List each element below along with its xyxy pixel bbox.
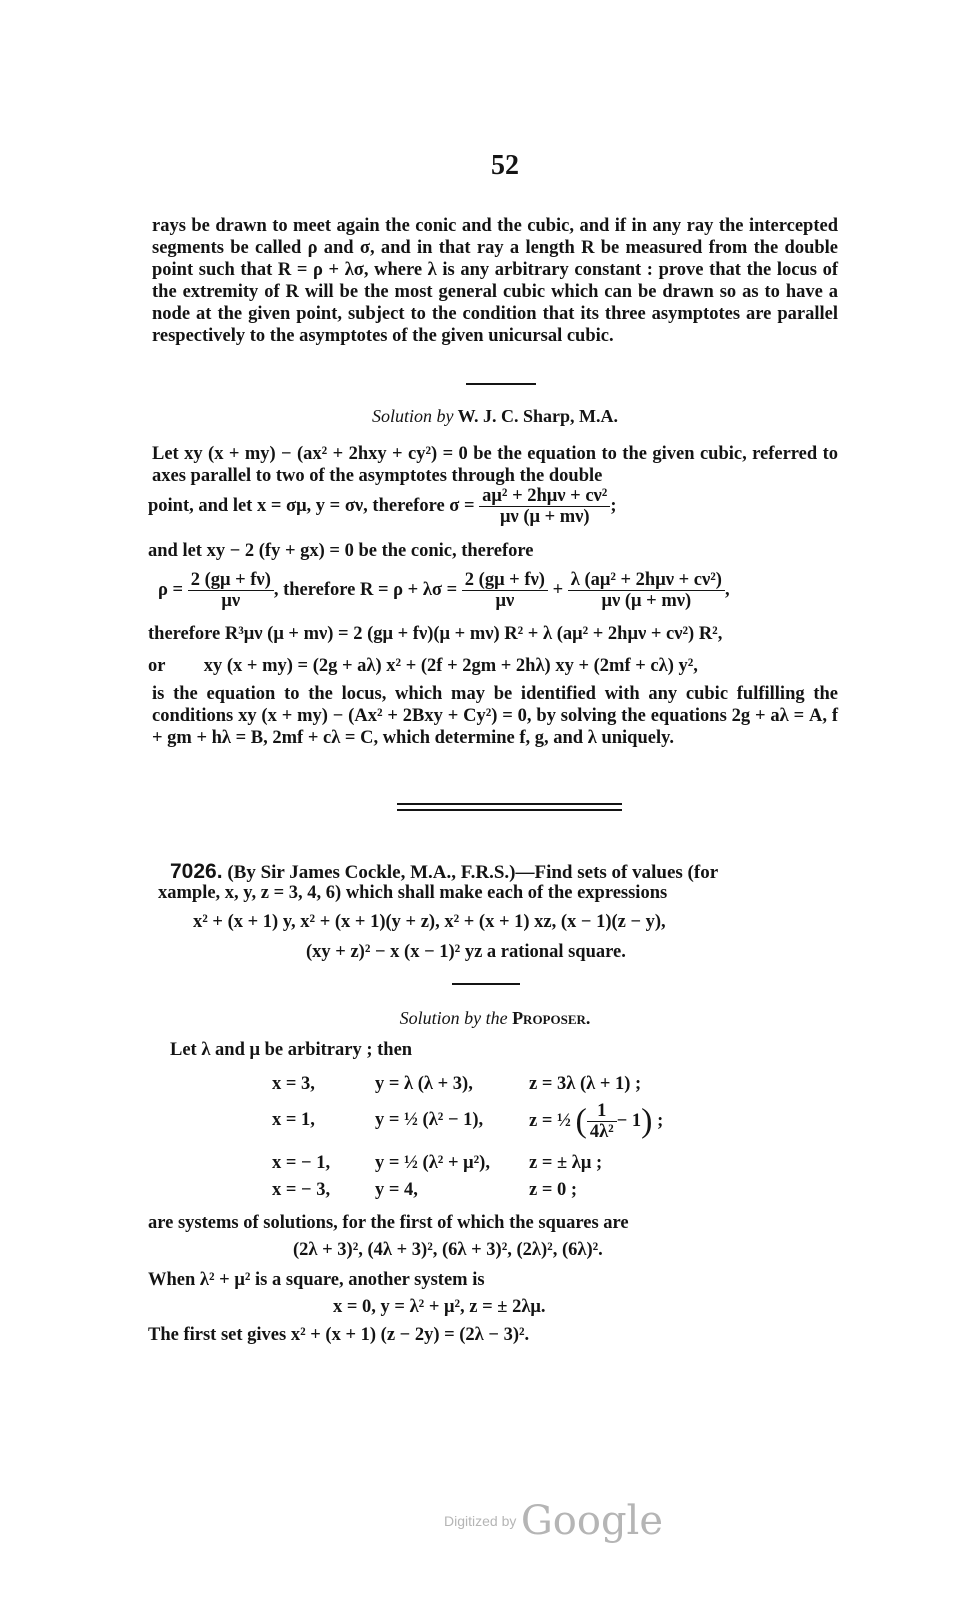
double-rule-top [397,803,622,805]
row2-y: y = ½ (λ² − 1), [375,1110,484,1130]
system-row-3 [272,1153,603,1174]
page-number: 52 [491,150,519,181]
r-fraction-2 [568,570,725,611]
row1-z: z = 3λ (λ + 1) ; [529,1074,642,1094]
row4-z: z = 0 ; [529,1180,578,1200]
solution-conclusion: is the equation to the locus, which may be identified with any cubic fulfilling the conditions xy (x + my) − (Ax² + 2Bxy + Cy²) = 0, by solving the equations 2g + aλ = A, f + gm + hλ = B, 2mf + cλ = C, which determine f, g, and λ uniquely. [152,684,838,748]
r1-denominator: μν [495,591,515,611]
rho-equation: ρ = $\frac{2 (g\mu + f\nu)}{\mu\nu}$ , therefore R = ρ + λσ = $\frac{2 (g\mu + f\nu)}{\mu\nu}$ + $\frac{\text{λ (aμ² + 2hμν + cν²)}}{\mu\nu (\mu + m\nu)}$ , [158,570,730,611]
section-rule-2 [452,983,520,985]
row3-z: z = ± λμ ; [529,1153,603,1173]
google-logo: Google [520,1498,664,1544]
row1-y: y = λ (λ + 3), [375,1074,473,1094]
row3-x: x = − 1, [272,1153,331,1173]
conic-line: and let xy − 2 (fy + gx) = 0 be the conic, therefore [148,541,534,561]
r1-numerator: 2 (gμ + fν) [462,570,548,591]
row2-z-pre: z = ½ [529,1110,571,1131]
rho-numerator: 2 (gμ + fν) [188,570,274,591]
or-formula: xy (x + my) = (2g + aλ) x² + (2f + 2gm + 2hλ) xy + (2mf + cλ) y², [203,656,698,676]
rho-mid: , therefore R = ρ + λσ = [273,579,458,600]
problem-number: 7026. [170,860,223,883]
problem-continuation: rays be drawn to meet again the conic and the cubic, and if in any ray the intercepted segments be called ρ and σ, and in that ray a length R be measured from the double point such that R = ρ + λσ, where λ is any arbitrary constant : prove that the locus of the extremity of R will be the most general cubic which can be drawn so as to have a node at the given point, subject to the condition that its three asymptotes are parallel respectively to the asymptotes of the given unicursal cubic. [152,216,838,346]
solution-by-label: Solution by [371,406,454,426]
sigma-denominator: μν (μ + mν) [499,507,590,527]
solution2-author: Proposer. [512,1008,591,1028]
sigma-equation: point, and let x = σμ, y = σν, therefore σ = $\frac{\text{aμ² + 2hμν + cν²}}{\mu\nu (\mu + m\nu)}$ ; [148,486,617,527]
problem-text: xample, x, y, z = 3, 4, 6) which shall make each of the expressions [158,883,668,903]
row3-y: y = ½ (λ² + μ²), [375,1153,490,1173]
problem-author: (By Sir James Cockle, M.A., F.R.S.) [227,862,516,883]
google-watermark [444,1498,663,1544]
row2-z: z = ½ ( $\frac{1}{\text{4λ²}}$ − 1) ; [529,1101,664,1142]
row2-x: x = 1, [272,1110,315,1130]
problem-header [170,860,718,884]
or-equation [148,656,698,677]
row4-y: y = 4, [375,1180,418,1200]
expression-line-1: x² + (x + 1) y, x² + (x + 1)(y + z), x² + (x + 1) xz, (x − 1)(z − y), [193,912,666,932]
section-rule [466,383,536,385]
squares-line: (2λ + 3)², (4λ + 3)², (6λ + 3)², (2λ)², (6λ)². [293,1240,603,1260]
systems-text: are systems of solutions, for the first of which the squares are [148,1213,629,1233]
expression-line-2: (xy + z)² − x (x − 1)² yz a rational square. [306,942,626,962]
solution-heading [0,406,970,427]
row2-z-numerator: 1 [587,1101,617,1122]
digitized-label: Digitized by [444,1513,517,1529]
therefore-equation: therefore R³μν (μ + mν) = 2 (gμ + fν)(μ + mν) R² + λ (aμ² + 2hμν + cν²) R², [148,624,723,644]
solution2-heading [0,1008,970,1029]
solution2-by-label: Solution by the [399,1008,508,1028]
sigma-lead: point, and let x = σμ, y = σν, therefore σ = [148,495,475,516]
r-fraction-1 [462,570,548,611]
row4-x: x = − 3, [272,1180,331,1200]
rho-lhs: ρ = [158,579,184,600]
system-row-1 [272,1074,642,1095]
solution2-intro: Let λ and μ be arbitrary ; then [170,1040,413,1060]
rho-denominator: μν [221,591,241,611]
double-rule-bottom [397,809,622,811]
row2-z-fraction [587,1101,617,1142]
solution-intro: Let xy (x + my) − (ax² + 2hxy + cy²) = 0 be the equation to the given cubic, referred to axes parallel to two of the asymptotes through the double [152,444,838,486]
sigma-fraction [479,486,610,527]
row2-z-denominator: 4λ² [589,1122,614,1142]
r2-numerator: λ (aμ² + 2hμν + cν²) [568,570,725,591]
system-row-2 [272,1101,664,1142]
another-system: x = 0, y = λ² + μ², z = ± 2λμ. [333,1297,546,1317]
rho-fraction [188,570,274,611]
problem-text-start: —Find sets of values (for [515,862,719,883]
row1-x: x = 3, [272,1074,315,1094]
or-label: or [148,656,166,676]
system-row-4 [272,1180,578,1201]
row2-z-post: − 1 [616,1110,642,1131]
when-text: When λ² + μ² is a square, another system is [148,1270,485,1290]
first-set-line: The first set gives x² + (x + 1) (z − 2y) = (2λ − 3)². [148,1325,530,1345]
r2-denominator: μν (μ + mν) [601,591,692,611]
solution-author: W. J. C. Sharp, M.A. [457,406,619,426]
sigma-numerator: aμ² + 2hμν + cν² [479,486,610,507]
